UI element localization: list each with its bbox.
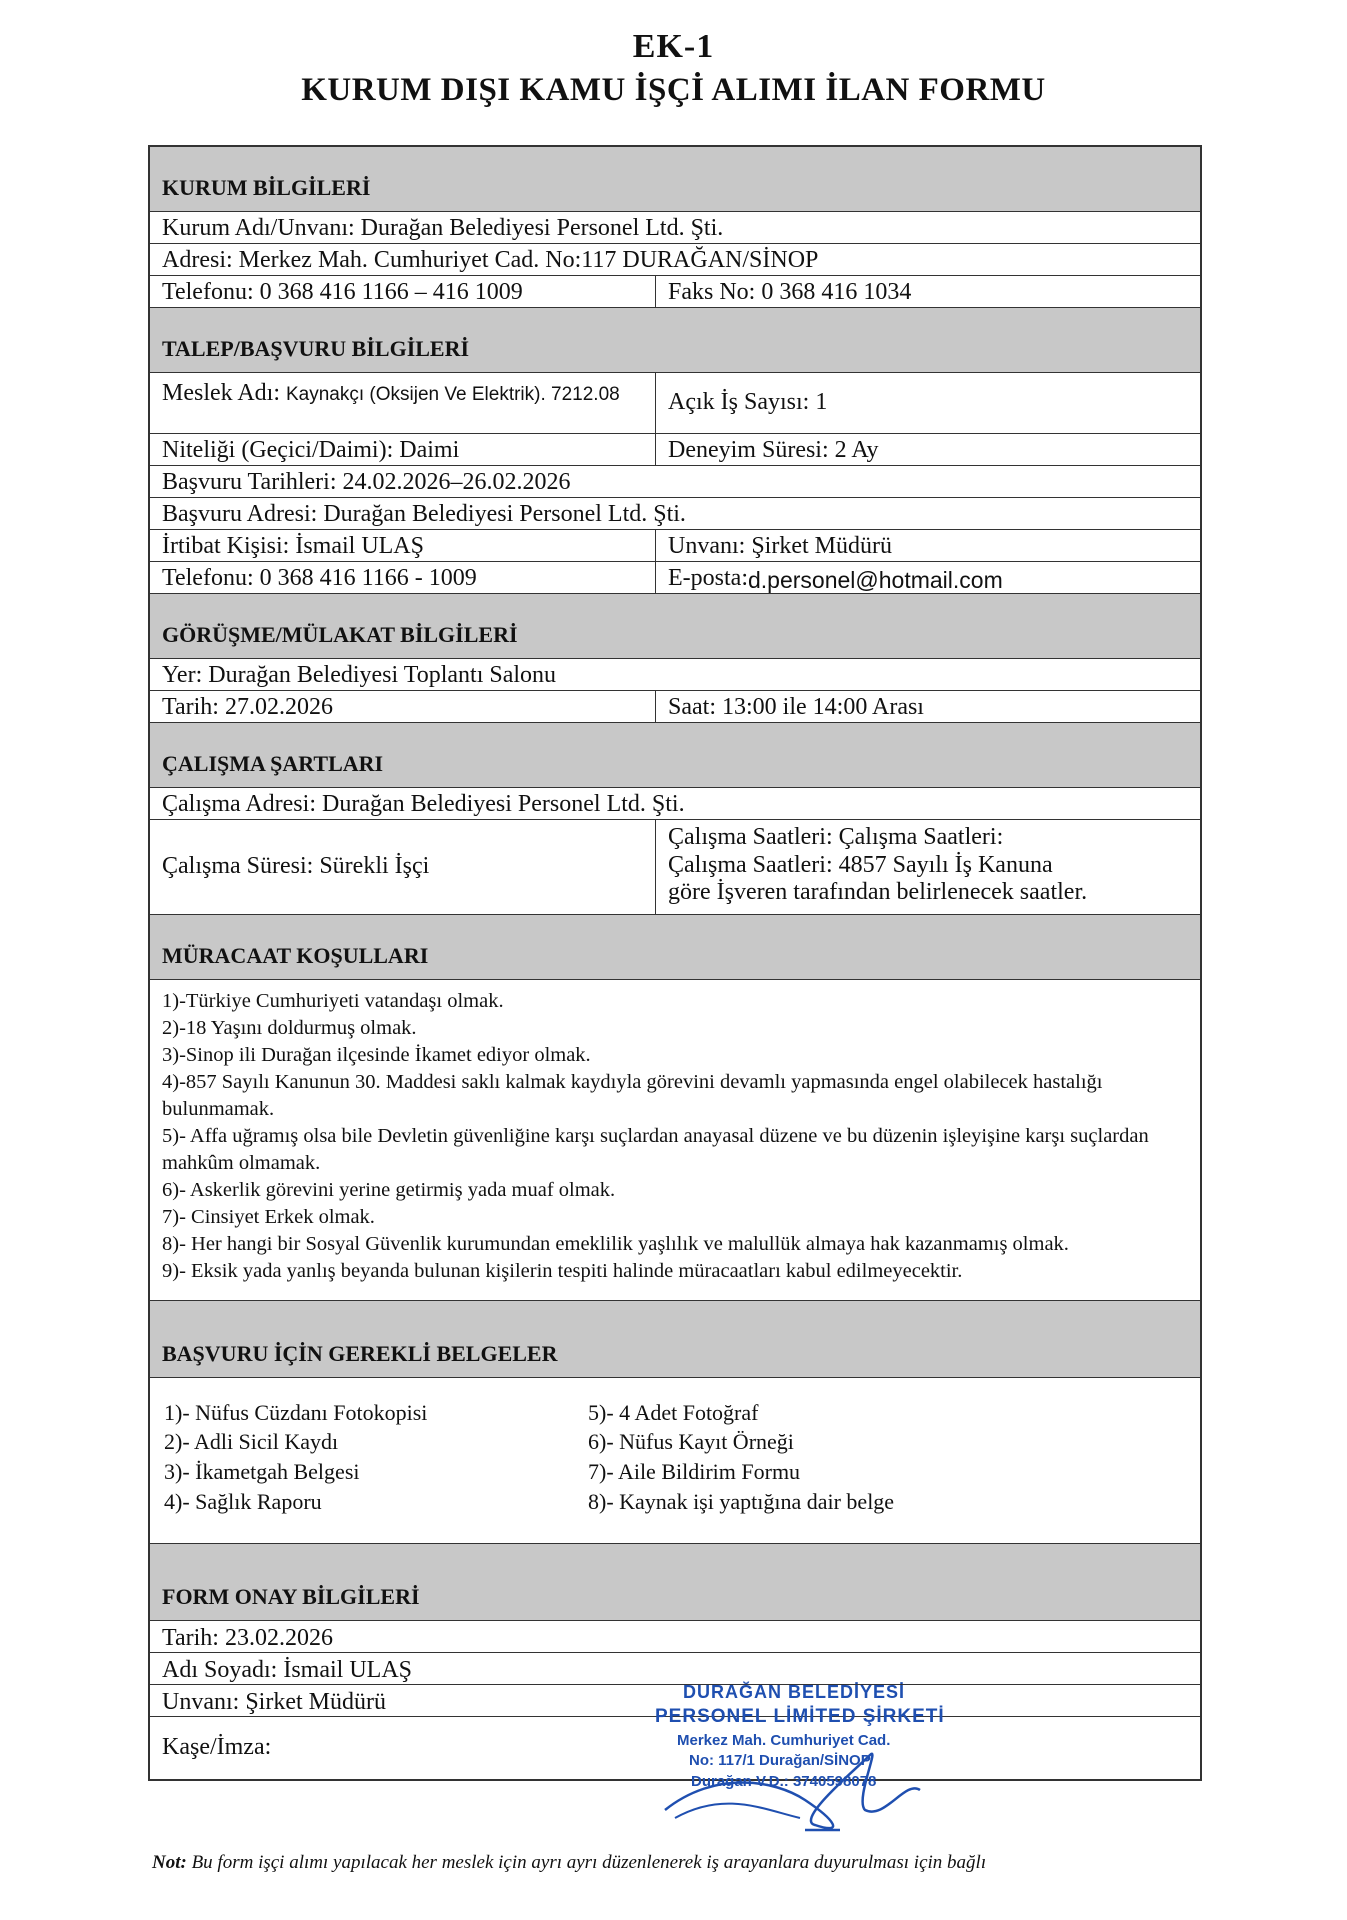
gorusme-saat: Saat: 13:00 ile 14:00 Arası [668, 694, 924, 721]
calisma-suresi: Çalışma Süresi: Sürekli İşçi [150, 820, 656, 914]
section-title: FORM ONAY BİLGİLERİ [162, 1584, 420, 1610]
kurum-address-row [150, 244, 1200, 276]
irtibat-unvan: Unvanı: Şirket Müdürü [668, 533, 892, 560]
belgeler-left [164, 1398, 588, 1518]
gorusme-tarih: Tarih: 27.02.2026 [150, 691, 656, 722]
list-item: 5)- Affa uğramış olsa bile Devletin güvenliğine karşı suçlardan anayasal düzene ve bu düzenin işleyişine karşı suçlardan mahkûm olmamak. [162, 1125, 1149, 1175]
deneyim: Deneyim Süresi: 2 Ay [668, 437, 879, 464]
list-item: 8)- Her hangi bir Sosyal Güvenlik kurumundan emeklilik yaşlılık ve malullük almaya hak kazanmamış olmak. [162, 1233, 1069, 1256]
irtibat-kisisi: İrtibat Kişisi: İsmail ULAŞ [150, 530, 656, 561]
stamp-line: DURAĞAN BELEDİYESİ [683, 1682, 906, 1702]
stamp-line: PERSONEL LİMİTED ŞİRKETİ [655, 1706, 945, 1727]
calisma-saatleri-line: göre İşveren tarafından belirlenecek saatler. [668, 879, 1088, 906]
kurum-address: Adresi: Merkez Mah. Cumhuriyet Cad. No:117 DURAĞAN/SİNOP [162, 247, 819, 274]
footer-note [152, 1852, 986, 1874]
calisma-saatleri-line: Çalışma Saatleri: 4857 Sayılı İş Kanuna [668, 851, 1053, 878]
section-title: BAŞVURU İÇİN GEREKLİ BELGELER [162, 1340, 558, 1366]
section-gorusme [150, 594, 1200, 659]
muracaat-list [150, 980, 1200, 1301]
nitelik: Niteliği (Geçici/Daimi): Daimi [150, 434, 656, 465]
list-item: 8)- Kaynak işi yaptığına dair belge [588, 1489, 895, 1515]
list-item: 6)- Nüfus Kayıt Örneği [588, 1429, 794, 1455]
calisma-saatleri-line: Çalışma Saatleri: Çalışma Saatleri: [668, 824, 1004, 850]
stamp-line: No: 117/1 Durağan/SİNOP [689, 1752, 871, 1769]
list-item: 2)- Adli Sicil Kaydı [164, 1429, 339, 1455]
tarihler-row [150, 466, 1200, 498]
list-item: 2)-18 Yaşını doldurmuş olmak. [162, 1017, 417, 1040]
nitelik-row [150, 434, 1200, 466]
list-item: 7)- Cinsiyet Erkek olmak. [162, 1206, 375, 1229]
note-label: Not: [152, 1852, 187, 1873]
section-belgeler [150, 1301, 1200, 1378]
section-title: ÇALIŞMA ŞARTLARI [162, 751, 384, 776]
calisma-adres-row [150, 788, 1200, 820]
stamp-line: Durağan V.D.: 3740598078 [691, 1773, 877, 1790]
talep-email-cell [656, 562, 1200, 593]
section-onay [150, 1544, 1200, 1621]
basvuru-adresi: Başvuru Adresi: Durağan Belediyesi Personel Ltd. Şti. [162, 501, 686, 528]
section-title: KURUM BİLGİLERİ [162, 175, 371, 200]
kurum-fax: Faks No: 0 368 416 1034 [668, 279, 912, 306]
list-item: 3)- İkametgah Belgesi [164, 1459, 360, 1485]
section-title: TALEP/BAŞVURU BİLGİLERİ [162, 336, 470, 361]
onay-kase: Kaşe/İmza: [162, 1734, 272, 1761]
signature-icon [655, 1660, 975, 1840]
section-muracaat [150, 915, 1200, 980]
email-label: E-posta: [668, 565, 748, 592]
basvuru-tarihleri: Başvuru Tarihleri: 24.02.2026–26.02.2026 [162, 469, 571, 496]
meslek-label: Meslek Adı: [162, 380, 286, 406]
onay-adsoyad: Adı Soyadı: İsmail ULAŞ [162, 1656, 412, 1683]
basvuru-adresi-row [150, 498, 1200, 530]
calisma-saatleri [656, 820, 1200, 914]
form-title: KURUM DIŞI KAMU İŞÇİ ALIMI İLAN FORMU [301, 72, 1046, 108]
list-item: 7)- Aile Bildirim Formu [588, 1459, 801, 1485]
onay-tarih: Tarih: 23.02.2026 [162, 1624, 333, 1651]
gorusme-yer: Yer: Durağan Belediyesi Toplantı Salonu [162, 662, 557, 689]
note-text: Bu form işçi alımı yapılacak her meslek için ayrı ayrı düzenlenerek iş arayanlara duyurulması için bağlı [186, 1852, 987, 1873]
section-title: GÖRÜŞME/MÜLAKAT BİLGİLERİ [162, 622, 518, 647]
irtibat-row [150, 530, 1200, 562]
talep-contact-row [150, 562, 1200, 594]
section-kurum [150, 147, 1200, 212]
meslek-value: Kaynakçı (Oksijen Ve Elektrik). 7212.08 [286, 384, 620, 405]
calisma-detay-row [150, 820, 1200, 915]
section-calisma [150, 723, 1200, 788]
section-talep [150, 308, 1200, 373]
company-stamp [655, 1660, 975, 1840]
kurum-name: Kurum Adı/Unvanı: Durağan Belediyesi Personel Ltd. Şti. [162, 215, 724, 242]
stamp-line: Merkez Mah. Cumhuriyet Cad. [677, 1732, 891, 1749]
section-title: MÜRACAAT KOŞULLARI [162, 943, 429, 968]
kurum-phone: Telefonu: 0 368 416 1166 – 416 1009 [150, 276, 656, 307]
belgeler-right [588, 1398, 1012, 1518]
talep-phone: Telefonu: 0 368 416 1166 - 1009 [150, 562, 656, 593]
onay-tarih-row [150, 1621, 1200, 1653]
form-code: EK-1 [632, 28, 715, 65]
yer-row [150, 659, 1200, 691]
meslek-cell [150, 373, 656, 433]
list-item: 5)- 4 Adet Fotoğraf [588, 1399, 759, 1425]
email-value: d.personel@hotmail.com [747, 566, 1003, 593]
list-item: 4)-857 Sayılı Kanunun 30. Maddesi saklı kalmak kaydıyla görevini devamlı yapmasında engel olabilecek hastalığı bulunmamak. [162, 1071, 1103, 1121]
list-item: 6)- Askerlik görevini yerine getirmiş yada muaf olmak. [162, 1179, 616, 1202]
onay-unvan: Unvanı: Şirket Müdürü [162, 1688, 386, 1715]
kurum-name-row [150, 212, 1200, 244]
meslek-row [150, 373, 1200, 434]
calisma-adresi: Çalışma Adresi: Durağan Belediyesi Personel Ltd. Şti. [162, 791, 685, 818]
list-item: 9)- Eksik yada yanlış beyanda bulunan kişilerin tespiti halinde müracaatları kabul edilmeyecektir. [162, 1260, 963, 1283]
list-item: 1)-Türkiye Cumhuriyeti vatandaşı olmak. [162, 990, 504, 1012]
kurum-contact-row [150, 276, 1200, 308]
list-item: 3)-Sinop ili Durağan ilçesinde İkamet ediyor olmak. [162, 1044, 591, 1067]
gorusme-tarih-row [150, 691, 1200, 723]
acik-is-sayisi: Açık İş Sayısı: 1 [668, 389, 828, 416]
belgeler-list [150, 1378, 1200, 1545]
list-item: 1)- Nüfus Cüzdanı Fotokopisi [164, 1399, 428, 1425]
list-item: 4)- Sağlık Raporu [164, 1489, 322, 1515]
job-posting-form [148, 145, 1202, 1781]
